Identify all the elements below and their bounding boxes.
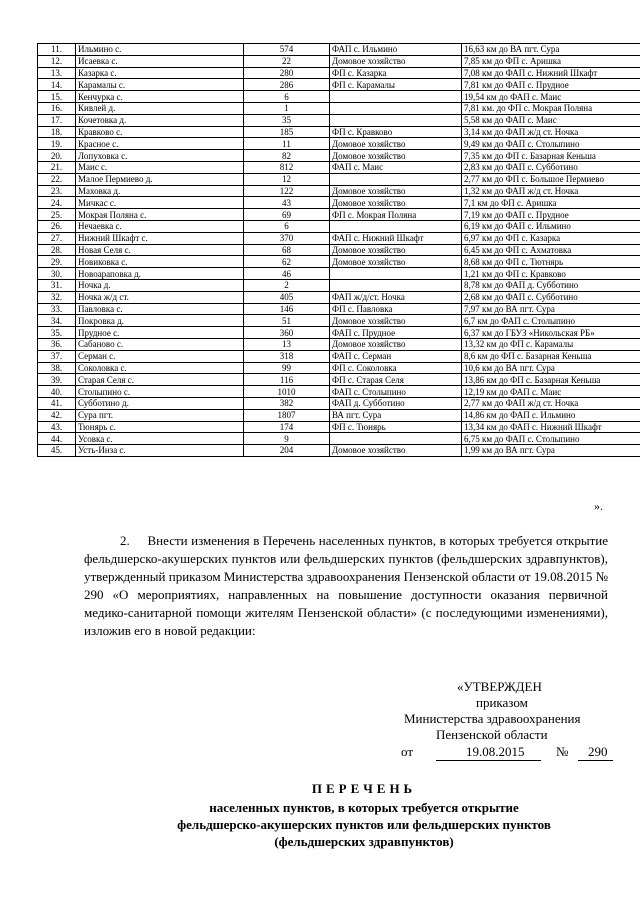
settlement-name-cell: Новоараповка д. xyxy=(76,268,244,280)
table-row xyxy=(38,386,640,398)
row-number-cell: 38. xyxy=(38,362,76,374)
row-number-cell: 42. xyxy=(38,409,76,421)
distance-to-facility-cell: 2,68 км до ФАП с. Субботино xyxy=(462,291,640,303)
table-row xyxy=(38,433,640,445)
settlement-name-cell: Мокрая Поляна с. xyxy=(76,209,244,221)
table-row xyxy=(38,256,640,268)
settlement-name-cell: Тюнярь с. xyxy=(76,421,244,433)
approval-from-label: от xyxy=(401,744,414,759)
medical-facility-cell: ФАП с. Прудное xyxy=(330,327,462,339)
row-number-cell: 37. xyxy=(38,350,76,362)
medical-facility-cell: ФАП с. Нижний Шкафт xyxy=(330,232,462,244)
population-cell: 51 xyxy=(244,315,330,327)
distance-to-facility-cell: 1,21 км до ФП с. Кравково xyxy=(462,268,640,280)
table-row xyxy=(38,374,640,386)
medical-facility-cell xyxy=(330,268,462,280)
settlements-table-body xyxy=(38,44,640,457)
distance-to-facility-cell: 1,99 км до ВА пгт. Сура xyxy=(462,445,640,457)
population-cell: 46 xyxy=(244,268,330,280)
distance-to-facility-cell: 2,77 км до ФП с. Большое Пермиево xyxy=(462,173,640,185)
distance-to-facility-cell: 7,35 км до ФП с. Базарная Кеньша xyxy=(462,150,640,162)
medical-facility-cell: ФАП с. Серман xyxy=(330,350,462,362)
row-number-cell: 43. xyxy=(38,421,76,433)
list-subtitle-3: (фельдшерских здравпунктов) xyxy=(274,834,454,849)
table-row xyxy=(38,279,640,291)
settlement-name-cell: Красное с. xyxy=(76,138,244,150)
table-row xyxy=(38,102,640,114)
distance-to-facility-cell: 10,6 км до ВА пгт. Сура xyxy=(462,362,640,374)
settlement-name-cell: Исаевка с. xyxy=(76,55,244,67)
medical-facility-cell: ФП с. Кравково xyxy=(330,126,462,138)
distance-to-facility-cell: 8,6 км до ФП с. Базарная Кеньша xyxy=(462,350,640,362)
medical-facility-cell xyxy=(330,102,462,114)
medical-facility-cell: ФАП д. Субботино xyxy=(330,397,462,409)
settlement-name-cell: Кенчурка с. xyxy=(76,91,244,103)
population-cell: 1 xyxy=(244,102,330,114)
row-number-cell: 17. xyxy=(38,114,76,126)
medical-facility-cell: ФАП ж/д/ст. Ночка xyxy=(330,291,462,303)
medical-facility-cell xyxy=(330,114,462,126)
population-cell: 286 xyxy=(244,79,330,91)
settlement-name-cell: Сура пгт. xyxy=(76,409,244,421)
population-cell: 62 xyxy=(244,256,330,268)
approval-number-label: № xyxy=(556,744,569,759)
settlement-name-cell: Старая Селя с. xyxy=(76,374,244,386)
distance-to-facility-cell: 5,58 км до ФАП с. Маис xyxy=(462,114,640,126)
row-number-cell: 35. xyxy=(38,327,76,339)
settlement-name-cell: Субботино д. xyxy=(76,397,244,409)
distance-to-facility-cell: 8,78 км до ФАП д. Субботино xyxy=(462,279,640,291)
settlement-name-cell: Сабаново с. xyxy=(76,338,244,350)
settlement-name-cell: Усть-Инза с. xyxy=(76,445,244,457)
row-number-cell: 23. xyxy=(38,185,76,197)
medical-facility-cell xyxy=(330,173,462,185)
settlement-name-cell: Мичкас с. xyxy=(76,197,244,209)
medical-facility-cell: Домовое хозяйство xyxy=(330,244,462,256)
distance-to-facility-cell: 7,19 км до ФАП с. Прудное xyxy=(462,209,640,221)
distance-to-facility-cell: 7,08 км до ФАП с. Нижний Шкафт xyxy=(462,67,640,79)
population-cell: 68 xyxy=(244,244,330,256)
table-row xyxy=(38,445,640,457)
distance-to-facility-cell: 6,7 км до ФАП с. Столыпино xyxy=(462,315,640,327)
settlement-name-cell: Прудное с. xyxy=(76,327,244,339)
table-row xyxy=(38,150,640,162)
settlement-name-cell: Новая Селя с. xyxy=(76,244,244,256)
distance-to-facility-cell: 7,81 км до ФАП с. Прудное xyxy=(462,79,640,91)
row-number-cell: 45. xyxy=(38,445,76,457)
row-number-cell: 25. xyxy=(38,209,76,221)
row-number-cell: 27. xyxy=(38,232,76,244)
medical-facility-cell xyxy=(330,433,462,445)
row-number-cell: 20. xyxy=(38,150,76,162)
medical-facility-cell: Домовое хозяйство xyxy=(330,197,462,209)
table-row xyxy=(38,114,640,126)
distance-to-facility-cell: 7,85 км до ФП с. Аришка xyxy=(462,55,640,67)
row-number-cell: 28. xyxy=(38,244,76,256)
medical-facility-cell: ВА пгт. Сура xyxy=(330,409,462,421)
amendment-text: 2. Внести изменения в Перечень населенных пунктов, в которых требуется открытие фельдшерско-акушерских пунктов или фельдшерских пунктов (фельдшерских здравпунктов), утвержденный приказом Министерства здравоохранения Пензенской области от 19.08.2015 № 290 «О мероприятиях, направленных на повышение доступности оказания первичной медико-санитарной помощи жителям Пензенской области» (с последующими изменениями), изложив его в новой редакции: xyxy=(84,533,608,638)
table-row xyxy=(38,161,640,173)
table-row xyxy=(38,79,640,91)
medical-facility-cell: ФП с. Мокрая Поляна xyxy=(330,209,462,221)
medical-facility-cell: Домовое хозяйство xyxy=(330,185,462,197)
row-number-cell: 24. xyxy=(38,197,76,209)
medical-facility-cell: Домовое хозяйство xyxy=(330,150,462,162)
table-row xyxy=(38,197,640,209)
population-cell: 35 xyxy=(244,114,330,126)
distance-to-facility-cell: 6,97 км до ФП с. Казарка xyxy=(462,232,640,244)
population-cell: 13 xyxy=(244,338,330,350)
settlement-name-cell: Нечаевка с. xyxy=(76,220,244,232)
medical-facility-cell: Домовое хозяйство xyxy=(330,445,462,457)
population-cell: 185 xyxy=(244,126,330,138)
row-number-cell: 13. xyxy=(38,67,76,79)
row-number-cell: 36. xyxy=(38,338,76,350)
settlement-name-cell: Казарка с. xyxy=(76,67,244,79)
row-number-cell: 39. xyxy=(38,374,76,386)
medical-facility-cell: Домовое хозяйство xyxy=(330,138,462,150)
settlement-name-cell: Ночка д. xyxy=(76,279,244,291)
distance-to-facility-cell: 7,81 км. до ФП с. Мокрая Поляна xyxy=(462,102,640,114)
distance-to-facility-cell: 16,63 км до ВА пгт. Сура xyxy=(462,44,640,56)
population-cell: 318 xyxy=(244,350,330,362)
settlement-name-cell: Ночка ж/д ст. xyxy=(76,291,244,303)
distance-to-facility-cell: 6,19 км до ФАП с. Ильмино xyxy=(462,220,640,232)
table-row xyxy=(38,209,640,221)
table-row xyxy=(38,244,640,256)
row-number-cell: 22. xyxy=(38,173,76,185)
population-cell: 6 xyxy=(244,220,330,232)
row-number-cell: 15. xyxy=(38,91,76,103)
settlement-name-cell: Кочетовка д. xyxy=(76,114,244,126)
settlement-name-cell: Новиковка с. xyxy=(76,256,244,268)
distance-to-facility-cell: 7,97 км до ВА пгт. Сура xyxy=(462,303,640,315)
table-row xyxy=(38,421,640,433)
row-number-cell: 44. xyxy=(38,433,76,445)
medical-facility-cell: Домовое хозяйство xyxy=(330,315,462,327)
distance-to-facility-cell: 8,68 км до ФП с. Тютнярь xyxy=(462,256,640,268)
medical-facility-cell xyxy=(330,91,462,103)
settlement-name-cell: Кивлей д. xyxy=(76,102,244,114)
settlements-table xyxy=(37,43,640,457)
table-row xyxy=(38,291,640,303)
population-cell: 812 xyxy=(244,161,330,173)
distance-to-facility-cell: 13,86 км до ФП с. Базарная Кеньша xyxy=(462,374,640,386)
population-cell: 574 xyxy=(244,44,330,56)
population-cell: 99 xyxy=(244,362,330,374)
population-cell: 116 xyxy=(244,374,330,386)
table-row xyxy=(38,315,640,327)
table-row xyxy=(38,303,640,315)
table-row xyxy=(38,327,640,339)
population-cell: 280 xyxy=(244,67,330,79)
medical-facility-cell: Домовое хозяйство xyxy=(330,55,462,67)
distance-to-facility-cell: 19,54 км до ФАП с. Маис xyxy=(462,91,640,103)
distance-to-facility-cell: 12,19 км до ФАП с. Маис xyxy=(462,386,640,398)
distance-to-facility-cell: 9,49 км до ФАП с. Столыпино xyxy=(462,138,640,150)
row-number-cell: 26. xyxy=(38,220,76,232)
settlement-name-cell: Усовка с. xyxy=(76,433,244,445)
row-number-cell: 40. xyxy=(38,386,76,398)
table-row xyxy=(38,185,640,197)
distance-to-facility-cell: 6,37 км до ГБУЗ «Никольская РБ» xyxy=(462,327,640,339)
row-number-cell: 16. xyxy=(38,102,76,114)
approval-line-4: Пензенской области xyxy=(436,727,548,742)
medical-facility-cell: ФАП с. Ильмино xyxy=(330,44,462,56)
distance-to-facility-cell: 6,45 км до ФП с. Ахматовка xyxy=(462,244,640,256)
settlement-name-cell: Покровка д. xyxy=(76,315,244,327)
table-row xyxy=(38,220,640,232)
table-row xyxy=(38,173,640,185)
population-cell: 82 xyxy=(244,150,330,162)
population-cell: 43 xyxy=(244,197,330,209)
population-cell: 22 xyxy=(244,55,330,67)
medical-facility-cell: Домовое хозяйство xyxy=(330,256,462,268)
population-cell: 1807 xyxy=(244,409,330,421)
medical-facility-cell xyxy=(330,220,462,232)
population-cell: 1010 xyxy=(244,386,330,398)
population-cell: 405 xyxy=(244,291,330,303)
population-cell: 146 xyxy=(244,303,330,315)
settlement-name-cell: Маис с. xyxy=(76,161,244,173)
row-number-cell: 30. xyxy=(38,268,76,280)
medical-facility-cell: ФП с. Карамалы xyxy=(330,79,462,91)
amendment-paragraph xyxy=(84,532,608,640)
settlement-name-cell: Павловка с. xyxy=(76,303,244,315)
number-underline xyxy=(578,760,613,761)
medical-facility-cell: Домовое хозяйство xyxy=(330,338,462,350)
row-number-cell: 18. xyxy=(38,126,76,138)
approval-date: 19.08.2015 xyxy=(466,744,525,759)
distance-to-facility-cell: 13,32 км до ФП с. Карамалы xyxy=(462,338,640,350)
approval-line-3: Министерства здравоохранения xyxy=(404,711,581,726)
population-cell: 370 xyxy=(244,232,330,244)
distance-to-facility-cell: 1,32 км до ФАП ж/д ст. Ночка xyxy=(462,185,640,197)
settlement-name-cell: Лопуховка с. xyxy=(76,150,244,162)
settlement-name-cell: Соколовка с. xyxy=(76,362,244,374)
row-number-cell: 14. xyxy=(38,79,76,91)
table-row xyxy=(38,126,640,138)
row-number-cell: 11. xyxy=(38,44,76,56)
population-cell: 360 xyxy=(244,327,330,339)
row-number-cell: 12. xyxy=(38,55,76,67)
population-cell: 9 xyxy=(244,433,330,445)
table-row xyxy=(38,91,640,103)
settlement-name-cell: Малое Пермиево д. xyxy=(76,173,244,185)
medical-facility-cell: ФП с. Соколовка xyxy=(330,362,462,374)
medical-facility-cell xyxy=(330,279,462,291)
population-cell: 11 xyxy=(244,138,330,150)
table-row xyxy=(38,362,640,374)
approval-line-1: «УТВЕРЖДЕН xyxy=(457,679,542,694)
settlement-name-cell: Нижний Шкафт с. xyxy=(76,232,244,244)
population-cell: 174 xyxy=(244,421,330,433)
distance-to-facility-cell: 2,83 км до ФАП с. Субботино xyxy=(462,161,640,173)
population-cell: 204 xyxy=(244,445,330,457)
settlement-name-cell: Кравково с. xyxy=(76,126,244,138)
medical-facility-cell: ФП с. Павловка xyxy=(330,303,462,315)
medical-facility-cell: ФП с. Тюнярь xyxy=(330,421,462,433)
closing-quote: ». xyxy=(594,499,603,513)
table-row xyxy=(38,409,640,421)
row-number-cell: 41. xyxy=(38,397,76,409)
medical-facility-cell: ФП с. Казарка xyxy=(330,67,462,79)
list-subtitle-2: фельдшерско-акушерских пунктов или фельдшерских пунктов xyxy=(177,817,551,832)
date-underline xyxy=(436,760,541,761)
population-cell: 6 xyxy=(244,91,330,103)
population-cell: 2 xyxy=(244,279,330,291)
table-row xyxy=(38,232,640,244)
settlement-name-cell: Ильмино с. xyxy=(76,44,244,56)
population-cell: 122 xyxy=(244,185,330,197)
settlement-name-cell: Карамалы с. xyxy=(76,79,244,91)
table-row xyxy=(38,138,640,150)
row-number-cell: 21. xyxy=(38,161,76,173)
row-number-cell: 19. xyxy=(38,138,76,150)
row-number-cell: 31. xyxy=(38,279,76,291)
medical-facility-cell: ФП с. Старая Селя xyxy=(330,374,462,386)
medical-facility-cell: ФАП с. Столыпино xyxy=(330,386,462,398)
table-row xyxy=(38,350,640,362)
table-row xyxy=(38,67,640,79)
settlement-name-cell: Серман с. xyxy=(76,350,244,362)
distance-to-facility-cell: 14,86 км до ФАП с. Ильмино xyxy=(462,409,640,421)
settlement-name-cell: Столыпино с. xyxy=(76,386,244,398)
distance-to-facility-cell: 6,75 км до ФАП с. Столыпино xyxy=(462,433,640,445)
table-row xyxy=(38,397,640,409)
distance-to-facility-cell: 3,14 км до ФАП ж/д ст. Ночка xyxy=(462,126,640,138)
approval-line-2: приказом xyxy=(476,695,528,710)
population-cell: 382 xyxy=(244,397,330,409)
approval-number: 290 xyxy=(588,744,608,759)
row-number-cell: 33. xyxy=(38,303,76,315)
population-cell: 69 xyxy=(244,209,330,221)
distance-to-facility-cell: 2,77 км до ФАП ж/д ст. Ночка xyxy=(462,397,640,409)
medical-facility-cell: ФАП с. Маис xyxy=(330,161,462,173)
settlement-name-cell: Маховка д. xyxy=(76,185,244,197)
population-cell: 12 xyxy=(244,173,330,185)
row-number-cell: 32. xyxy=(38,291,76,303)
distance-to-facility-cell: 7,1 км до ФП с. Аришка xyxy=(462,197,640,209)
table-row xyxy=(38,268,640,280)
row-number-cell: 29. xyxy=(38,256,76,268)
table-row xyxy=(38,55,640,67)
list-subtitle-1: населенных пунктов, в которых требуется открытие xyxy=(209,800,519,815)
table-row xyxy=(38,44,640,56)
distance-to-facility-cell: 13,34 км до ФАП с. Нижний Шкафт xyxy=(462,421,640,433)
table-row xyxy=(38,338,640,350)
row-number-cell: 34. xyxy=(38,315,76,327)
list-title: ПЕРЕЧЕНЬ xyxy=(311,781,417,796)
